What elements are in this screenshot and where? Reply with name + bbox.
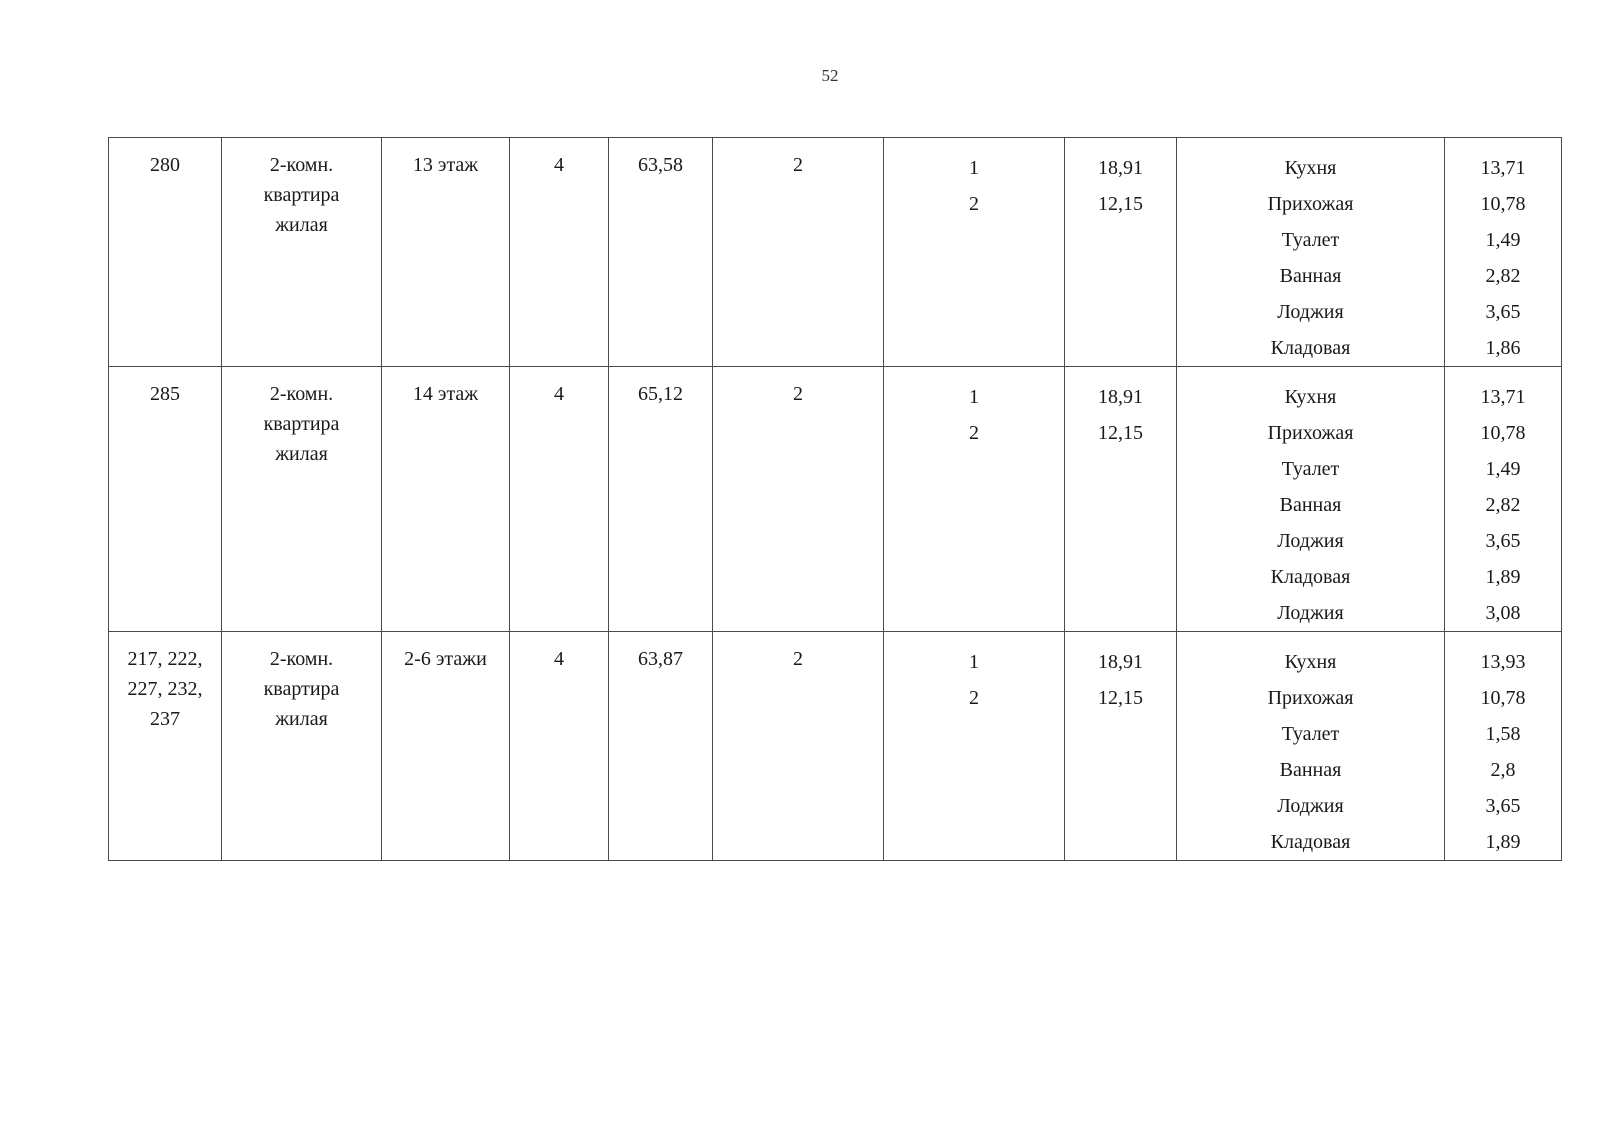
- total-area-value: 65,12: [638, 383, 683, 405]
- apartment-type-line: 2-комн.: [269, 154, 334, 176]
- room-count-value: 2: [793, 154, 803, 176]
- apartment-number-line: 217, 222,: [127, 648, 203, 670]
- aux-room-name-cell: [1177, 367, 1445, 632]
- aux-room-area: 2,82: [1485, 265, 1521, 287]
- aux-room-name: Кладовая: [1270, 337, 1351, 359]
- apartment-type-cell: [222, 138, 382, 367]
- aux-room-area: 10,78: [1480, 687, 1526, 709]
- aux-room-name: Прихожая: [1267, 687, 1354, 709]
- room-area: 12,15: [1098, 193, 1143, 215]
- aux-room-name: Кухня: [1284, 386, 1337, 408]
- aux-room-name: Кухня: [1284, 651, 1337, 673]
- aux-room-name: Туалет: [1281, 458, 1340, 480]
- room-count-value: 2: [793, 383, 803, 405]
- apartment-type-line: квартира: [263, 413, 340, 435]
- table-row: [109, 367, 1562, 632]
- column-4-cell: [510, 138, 609, 367]
- apartment-type-line: 2-комн.: [269, 383, 334, 405]
- aux-room-area: 1,86: [1485, 337, 1521, 359]
- apartment-type-line: жилая: [275, 708, 328, 730]
- total-area-value: 63,58: [638, 154, 683, 176]
- room-count-cell: [713, 138, 884, 367]
- aux-room-name: Прихожая: [1267, 193, 1354, 215]
- aux-room-area: 3,65: [1485, 795, 1521, 817]
- aux-room-area: 1,89: [1485, 566, 1521, 588]
- aux-room-area: 1,58: [1485, 723, 1521, 745]
- room-area: 18,91: [1098, 386, 1143, 408]
- apartment-type-line: жилая: [275, 443, 328, 465]
- total-area-cell: [609, 367, 713, 632]
- room-count-value: 2: [793, 648, 803, 670]
- aux-room-area: 3,65: [1485, 530, 1521, 552]
- total-area-cell: [609, 632, 713, 861]
- aux-room-name-cell: [1177, 138, 1445, 367]
- aux-room-area: 13,71: [1480, 386, 1526, 408]
- apartment-number-line: 227, 232,: [127, 678, 203, 700]
- aux-room-area-cell: [1445, 632, 1562, 861]
- room-number: 1: [969, 386, 979, 408]
- apartment-type-cell: [222, 632, 382, 861]
- apartment-type-line: квартира: [263, 678, 340, 700]
- aux-room-area: 10,78: [1480, 193, 1526, 215]
- aux-room-name: Лоджия: [1277, 602, 1344, 624]
- aux-room-area: 10,78: [1480, 422, 1526, 444]
- aux-room-area-cell: [1445, 138, 1562, 367]
- total-area-value: 63,87: [638, 648, 683, 670]
- room-count-cell: [713, 632, 884, 861]
- room-area: 12,15: [1098, 422, 1143, 444]
- apartment-numbers-cell: [109, 367, 222, 632]
- room-area-cell: [1065, 632, 1177, 861]
- room-number-cell: [884, 632, 1065, 861]
- room-number-cell: [884, 138, 1065, 367]
- apartment-numbers-cell: [109, 632, 222, 861]
- apartment-numbers-cell: [109, 138, 222, 367]
- room-number: 2: [969, 193, 979, 215]
- aux-room-name: Ванная: [1279, 494, 1342, 516]
- floor-value: 14 этаж: [412, 383, 479, 405]
- aux-room-area: 3,08: [1485, 602, 1521, 624]
- aux-room-name: Прихожая: [1267, 422, 1354, 444]
- room-area: 18,91: [1098, 651, 1143, 673]
- aux-room-area: 1,49: [1485, 229, 1521, 251]
- apartment-type-line: квартира: [263, 184, 340, 206]
- aux-room-area: 1,89: [1485, 831, 1521, 853]
- table-row: [109, 138, 1562, 367]
- aux-room-area-cell: [1445, 367, 1562, 632]
- room-number: 1: [969, 651, 979, 673]
- aux-room-name: Лоджия: [1277, 795, 1344, 817]
- room-number-cell: [884, 367, 1065, 632]
- column-4-cell: [510, 367, 609, 632]
- table-row: [109, 632, 1562, 861]
- aux-room-area: 13,93: [1480, 651, 1526, 673]
- column-4-value: 4: [554, 154, 564, 176]
- aux-room-name: Кухня: [1284, 157, 1337, 179]
- apartment-type-cell: [222, 367, 382, 632]
- apartment-number-line: 280: [150, 154, 180, 176]
- floor-value: 13 этаж: [412, 154, 479, 176]
- floor-cell: [382, 632, 510, 861]
- apartment-type-line: 2-комн.: [269, 648, 334, 670]
- aux-room-name-cell: [1177, 632, 1445, 861]
- room-number: 2: [969, 422, 979, 444]
- aux-room-area: 13,71: [1480, 157, 1526, 179]
- aux-room-area: 2,8: [1490, 759, 1516, 781]
- room-area: 18,91: [1098, 157, 1143, 179]
- aux-room-name: Туалет: [1281, 229, 1340, 251]
- total-area-cell: [609, 138, 713, 367]
- room-number: 1: [969, 157, 979, 179]
- apartment-number-line: 285: [150, 383, 180, 405]
- aux-room-area: 3,65: [1485, 301, 1521, 323]
- room-number: 2: [969, 687, 979, 709]
- apartments-table: [108, 137, 1562, 861]
- aux-room-area: 2,82: [1485, 494, 1521, 516]
- aux-room-name: Кладовая: [1270, 566, 1351, 588]
- aux-room-name: Туалет: [1281, 723, 1340, 745]
- apartment-type-line: жилая: [275, 214, 328, 236]
- aux-room-name: Ванная: [1279, 759, 1342, 781]
- room-count-cell: [713, 367, 884, 632]
- aux-room-name: Ванная: [1279, 265, 1342, 287]
- room-area-cell: [1065, 367, 1177, 632]
- floor-cell: [382, 138, 510, 367]
- column-4-value: 4: [554, 648, 564, 670]
- aux-room-name: Лоджия: [1277, 530, 1344, 552]
- floor-value: 2-6 этажи: [404, 648, 487, 670]
- floor-cell: [382, 367, 510, 632]
- aux-room-name: Лоджия: [1277, 301, 1344, 323]
- apartment-number-line: 237: [150, 708, 180, 730]
- room-area-cell: [1065, 138, 1177, 367]
- column-4-cell: [510, 632, 609, 861]
- page-number: 52: [821, 66, 839, 85]
- aux-room-area: 1,49: [1485, 458, 1521, 480]
- room-area: 12,15: [1098, 687, 1143, 709]
- column-4-value: 4: [554, 383, 564, 405]
- aux-room-name: Кладовая: [1270, 831, 1351, 853]
